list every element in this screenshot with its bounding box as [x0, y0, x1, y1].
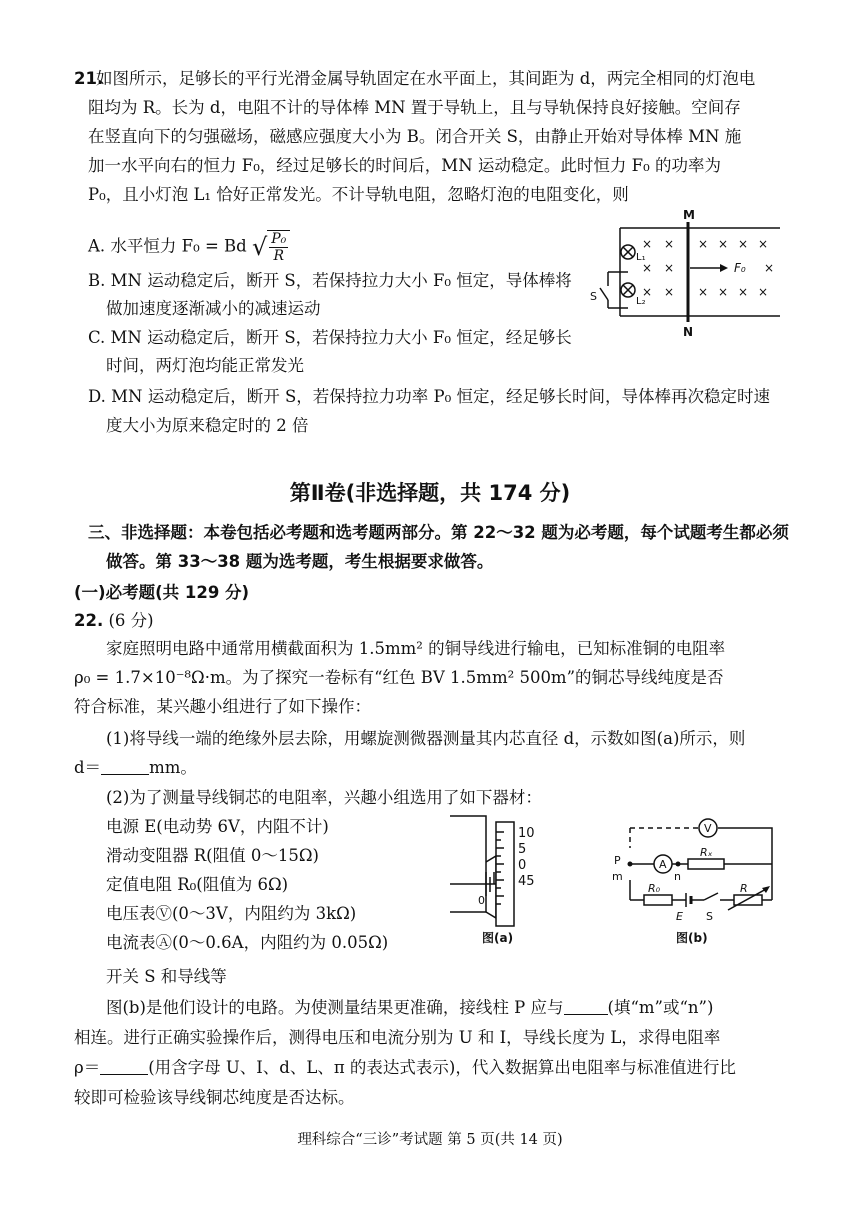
- q21-fig-label-m: M: [683, 208, 695, 222]
- q22-para4-line-3: [74, 1057, 736, 1079]
- q22-fig-a-tick-45: 45: [518, 874, 535, 889]
- q21-option-a: A. 水平恒力 F₀ = Bd √ $\frac{\text{P₀}}{R}$: [88, 230, 290, 264]
- q21-number: 21.: [74, 69, 104, 88]
- svg-text:×: ×: [642, 261, 653, 275]
- q22-number: 22.: [74, 611, 104, 630]
- q22-para4-line-4: 较即可检验该导线铜芯纯度是否达标。: [74, 1088, 355, 1107]
- q22-para4-line-1-suffix: (填“m”或“n”): [607, 998, 714, 1017]
- q22-para4-line-1-text: 图(b)是他们设计的电路。为使测量结果更准确，接线柱 P 应与: [106, 998, 564, 1017]
- svg-text:×: ×: [758, 285, 769, 299]
- svg-text:×: ×: [718, 285, 729, 299]
- part-2-instruction-line-1: 三、非选择题：本卷包括必考题和选考题两部分。第 22～32 题为必考题，每个试题考生都必须: [88, 523, 789, 542]
- svg-text:×: ×: [664, 285, 675, 299]
- q21-option-d-line-1: D. MN 运动稳定后，断开 S，若保持拉力功率 P₀ 恒定，经足够长时间，导体棒再次稳定时速: [88, 387, 770, 406]
- part-2-title: 第Ⅱ卷(非选择题，共 174 分): [289, 481, 571, 505]
- q22-d-unit: mm。: [149, 758, 197, 777]
- q22-circuit-figure-b: [606, 814, 786, 954]
- svg-text:×: ×: [738, 285, 749, 299]
- q21-fig-label-l1: L₁: [636, 252, 646, 263]
- q22-para1-line-1: 家庭照明电路中通常用横截面积为 1.5mm² 的铜导线进行输电，已知标准铜的电阻率: [106, 639, 726, 658]
- q22-equipment-6: 开关 S 和导线等: [106, 967, 227, 986]
- svg-text:×: ×: [642, 285, 653, 299]
- svg-text:×: ×: [698, 237, 709, 251]
- q22-micrometer-figure-a: [446, 812, 566, 952]
- q22-fig-a-tick-5: 5: [518, 842, 527, 857]
- q22-para1-line-3: 符合标准，某兴趣小组进行了如下操作：: [74, 697, 371, 716]
- q22-fig-a-tick-0: 0: [518, 858, 527, 873]
- q22-para1-line-2: ρ₀ = 1.7×10⁻⁸Ω·m。为了探究一卷标有“红色 BV 1.5mm² 500m”的铜芯导线纯度是否: [74, 668, 724, 687]
- q22-part1-line-1: (1)将导线一端的绝缘外层去除，用螺旋测微器测量其内芯直径 d，示数如图(a)所示，则: [106, 729, 746, 748]
- q22-fig-a-tick-10: 10: [518, 826, 535, 841]
- q21-stem-line-2: 阻均为 R。长为 d，电阻不计的导体棒 MN 置于导轨上，且与导轨保持良好接触。空间存: [88, 98, 741, 117]
- part-2-instruction-line-2: 做答。第 33～38 题为选考题，考生根据要求做答。: [106, 552, 494, 571]
- q21-option-a-denominator: R: [273, 248, 285, 264]
- q21-option-a-text: A. 水平恒力 F₀ = Bd: [88, 236, 247, 256]
- q21-option-c-line-1: C. MN 运动稳定后，断开 S，若保持拉力大小 F₀ 恒定，经足够长: [88, 328, 572, 347]
- q22-fig-b-s: S: [706, 910, 713, 923]
- q22-heading: [74, 610, 154, 632]
- q21-rail-circuit-figure: [590, 208, 790, 338]
- q22-equipment-2: 滑动变阻器 R(阻值 0～15Ω): [106, 846, 319, 865]
- q22-fig-b-caption: 图(b): [676, 931, 708, 945]
- q22-d-answer-blank[interactable]: [101, 758, 149, 775]
- q22-rho-answer-blank[interactable]: [100, 1058, 148, 1075]
- q21-fig-label-s: S: [590, 290, 597, 303]
- q21-option-a-sqrt: [267, 230, 290, 264]
- q22-rho-label: ρ＝: [74, 1058, 101, 1077]
- q21-stem-line-1: 如图所示，足够长的平行光滑金属导轨固定在水平面上，其间距为 d，两完全相同的灯泡电: [96, 69, 756, 88]
- q22-fig-b-ammeter: A: [659, 858, 667, 871]
- q22-para4-line-3-text: (用含字母 U、I、d、L、π 的表达式表示)，代入数据算出电阻率与标准值进行比: [148, 1058, 736, 1077]
- part-2-subheading: (一)必考题(共 129 分): [74, 583, 250, 602]
- q22-equipment-4: 电压表Ⓥ(0～3V，内阻约为 3kΩ): [106, 904, 357, 923]
- q21-option-b-line-2: 做加速度逐渐减小的减速运动: [106, 299, 321, 318]
- q21-stem-line-5: P₀，且小灯泡 L₁ 恰好正常发光。不计导轨电阻，忽略灯泡的电阻变化，则: [88, 185, 629, 204]
- q22-d-label: d＝: [74, 758, 102, 777]
- q22-fig-a-caption: 图(a): [482, 931, 514, 945]
- q22-fig-b-n: n: [674, 870, 681, 883]
- q22-fig-b-r: R: [740, 882, 748, 895]
- q22-score: (6 分): [108, 611, 154, 630]
- q21-option-d-line-2: 度大小为原来稳定时的 2 倍: [106, 416, 309, 435]
- q22-fig-b-e: E: [676, 910, 683, 923]
- q22-fig-b-rx: Rₓ: [700, 846, 713, 859]
- q21-option-c-line-2: 时间，两灯泡均能正常发光: [106, 356, 304, 375]
- q22-equipment-3: 定值电阻 R₀(阻值为 6Ω): [106, 875, 289, 894]
- q22-equipment-1: 电源 E(电动势 6V，内阻不计): [106, 817, 329, 836]
- q22-part1-line-2: [74, 757, 197, 779]
- q21-fig-label-f0: F₀: [734, 261, 746, 275]
- svg-text:×: ×: [718, 237, 729, 251]
- svg-text:×: ×: [642, 237, 653, 251]
- q21-stem-line-4: 加一水平向右的恒力 F₀，经过足够长的时间后，MN 运动稳定。此时恒力 F₀ 的功率为: [88, 156, 721, 175]
- q21-fig-label-n: N: [683, 325, 694, 338]
- svg-text:×: ×: [698, 285, 709, 299]
- q22-para4-line-1: [106, 997, 713, 1019]
- q22-fig-b-voltmeter: V: [704, 822, 712, 835]
- q21-stem-line-3: 在竖直向下的匀强磁场，磁感应强度大小为 B。闭合开关 S，由静止开始对导体棒 MN 施: [88, 127, 742, 146]
- q21-option-b-line-1: B. MN 运动稳定后，断开 S，若保持拉力大小 F₀ 恒定，导体棒将: [88, 271, 572, 290]
- q21-fig-label-l2: L₂: [636, 296, 646, 307]
- q21-option-a-numerator: P₀: [271, 231, 287, 247]
- q22-fig-a-main-0: 0: [478, 894, 485, 907]
- q22-part2-line: (2)为了测量导线铜芯的电阻率，兴趣小组选用了如下器材：: [106, 788, 542, 807]
- svg-text:×: ×: [764, 261, 775, 275]
- svg-text:×: ×: [664, 261, 675, 275]
- svg-text:×: ×: [664, 237, 675, 251]
- q22-fig-b-p: P: [614, 854, 621, 867]
- q22-fig-b-r0: R₀: [648, 882, 661, 895]
- q22-p-connection-blank[interactable]: [564, 998, 608, 1015]
- svg-text:×: ×: [738, 237, 749, 251]
- q22-equipment-5: 电流表Ⓐ(0～0.6A，内阻约为 0.05Ω): [106, 933, 389, 952]
- q22-para4-line-2: 相连。进行正确实验操作后，测得电压和电流分别为 U 和 I，导线长度为 L，求得电阻率: [74, 1028, 721, 1047]
- q22-fig-b-m: m: [612, 870, 623, 883]
- page-footer: 理科综合“三诊”考试题 第 5 页(共 14 页): [297, 1132, 563, 1148]
- svg-text:×: ×: [758, 237, 769, 251]
